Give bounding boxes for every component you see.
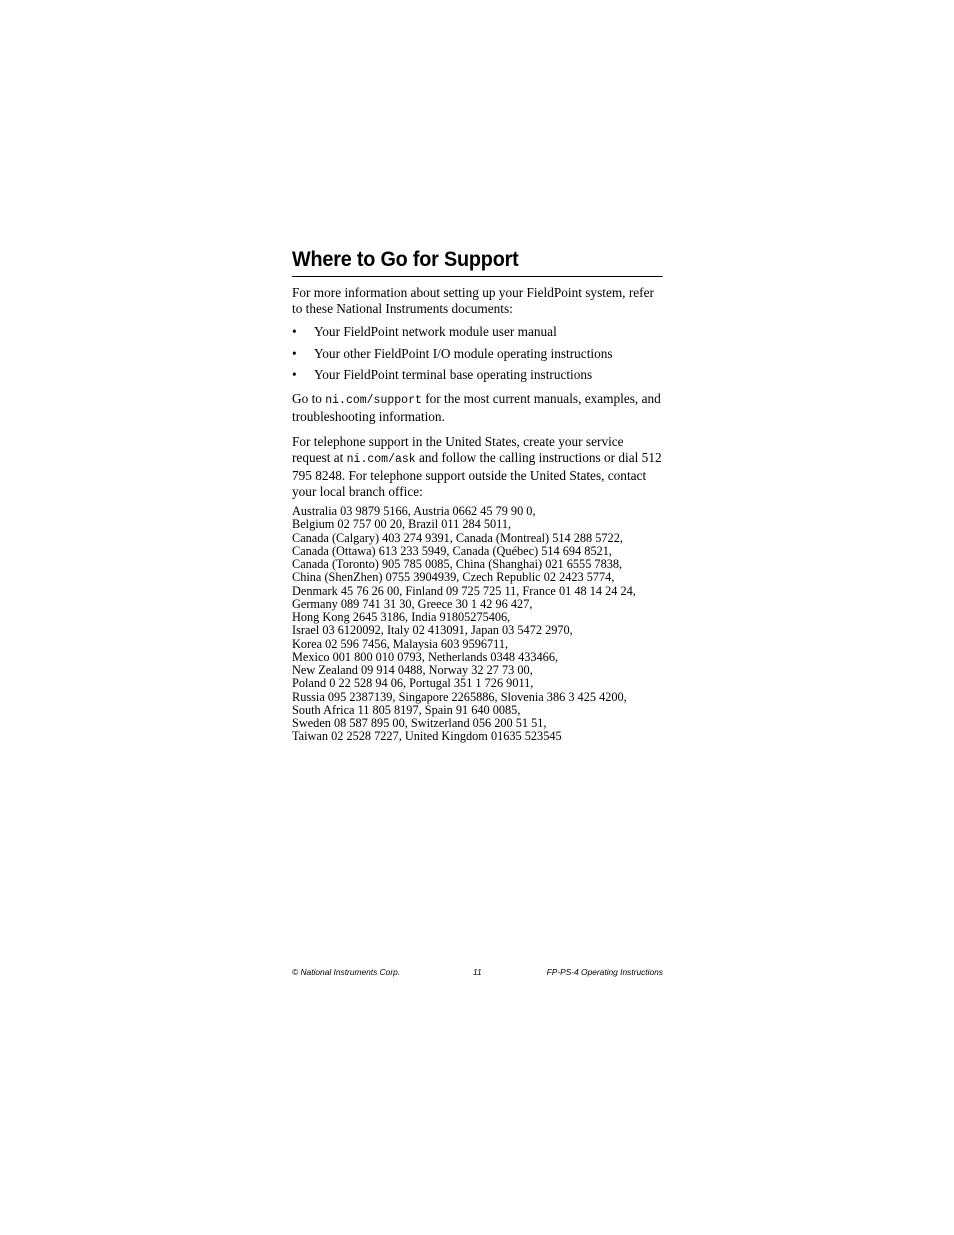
list-item-text: Your FieldPoint terminal base operating instructions — [314, 367, 593, 383]
list-item-text: Your other FieldPoint I/O module operating instructions — [314, 345, 613, 361]
office-line: Belgium 02 757 00 20, Brazil 011 284 5011, — [292, 517, 512, 532]
office-line: Germany 089 741 31 30, Greece 30 1 42 96 427, — [292, 596, 533, 611]
list-item — [292, 346, 663, 362]
bullet-icon: • — [292, 367, 297, 383]
section-heading: Where to Go for Support — [292, 245, 663, 277]
footer-doc-title: FP-PS-4 Operating Instructions — [546, 967, 663, 977]
footer-page-number: 11 — [473, 967, 482, 977]
office-line: Canada (Calgary) 403 274 9391, Canada (Montreal) 514 288 5722, — [292, 530, 623, 545]
list-item-text: Your FieldPoint network module user manual — [314, 324, 557, 339]
goto-suffix: for the most current manuals, examples, and troubleshooting information. — [292, 391, 661, 425]
office-line: China (ShenZhen) 0755 3904939, Czech Republic 02 2423 5774, — [292, 570, 615, 585]
list-item — [292, 324, 663, 340]
intro-paragraph: For more information about setting up your FieldPoint system, refer to these National Instruments documents: — [292, 285, 654, 316]
footer-copyright: © National Instruments Corp. — [292, 967, 401, 977]
office-line: South Africa 11 805 8197, Spain 91 640 0085, — [292, 702, 521, 717]
support-section — [292, 245, 663, 744]
office-line: Canada (Toronto) 905 785 0085, China (Shanghai) 021 6555 7838, — [292, 557, 623, 572]
office-line: Israel 03 6120092, Italy 02 413091, Japan 03 5472 2970, — [292, 623, 573, 638]
document-list — [292, 324, 663, 383]
office-line: Denmark 45 76 26 00, Finland 09 725 725 11, France 01 48 14 24 24, — [292, 583, 636, 598]
office-line: Taiwan 02 2528 7227, United Kingdom 01635 523545 — [292, 729, 562, 744]
office-line: Russia 095 2387139, Singapore 2265886, Slovenia 386 3 425 4200, — [292, 689, 627, 704]
goto-prefix: Go to — [292, 391, 326, 407]
branch-office-list — [292, 505, 663, 744]
phone-prefix: For telephone support in the United States, create your service request at — [292, 434, 624, 466]
support-link[interactable]: ni.com/support — [325, 394, 422, 408]
bullet-icon: • — [292, 324, 297, 339]
page-footer — [292, 966, 663, 978]
office-line: Sweden 08 587 895 00, Switzerland 056 200 51 51, — [292, 716, 547, 731]
office-line: Canada (Ottawa) 613 233 5949, Canada (Québec) 514 694 8521, — [292, 543, 612, 558]
phone-paragraph — [292, 434, 663, 500]
office-line: Mexico 001 800 010 0793, Netherlands 0348 433466, — [292, 649, 559, 664]
office-line: New Zealand 09 914 0488, Norway 32 27 73 00, — [292, 663, 533, 678]
office-line: Australia 03 9879 5166, Austria 0662 45 79 90 0, — [292, 504, 536, 519]
list-item — [292, 367, 663, 383]
goto-paragraph — [292, 391, 663, 425]
bullet-icon: • — [292, 345, 297, 361]
phone-suffix: and follow the calling instructions or dial 512 795 8248. For telephone support outside the United States, contact your local branch office: — [292, 450, 662, 500]
office-line: Poland 0 22 528 94 06, Portugal 351 1 726 9011, — [292, 676, 534, 691]
ask-link[interactable]: ni.com/ask — [346, 453, 416, 467]
office-line: Korea 02 596 7456, Malaysia 603 9596711, — [292, 636, 509, 651]
office-line: Hong Kong 2645 3186, India 91805275406, — [292, 610, 511, 625]
